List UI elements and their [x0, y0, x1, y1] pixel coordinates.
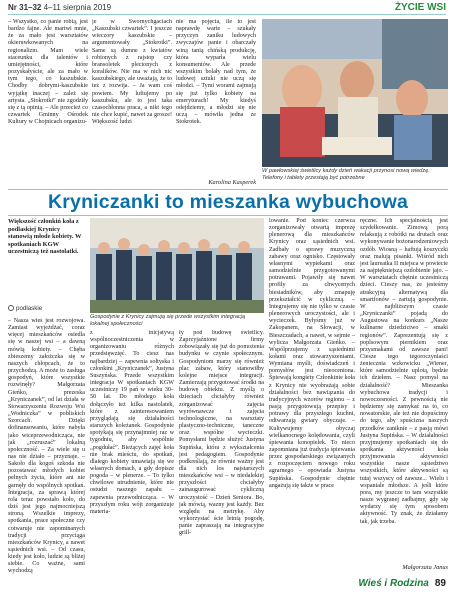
region-tag: [8, 305, 42, 312]
top-column-1: – Wszystko, co panie robią, jest bardzo fajne. Ale martwi mnie, że za mało jest warsztatów okieruwkowanych na regionalizm. Mam wiele staceunku dla talentów i umiejętności, które pozyskałyście, ale za mało w tym tego, co kaszubskie. Chodby dobrymi-kaszubskie wyjątkę inaczej – zależ się artysta. „Stokrotki” nie zgodziły się z tą opinią. – Ale przecież co czwartek Gminny Ośrodek Kultury w Chojnicach organizu-: [8, 19, 88, 126]
article-column-5: ręczne. Ich specjalnością jest szydełkowanie. Zimową porą relaksują z robótki na drutach oraz wykonywanie bożonarodzeniowych ozdób. Wiosną – haftują koszyczki oraz malują pisanki. Wiśród nich jest laureatka II miejsca w powiecie za najpiękniejszą ozdobienie jajo. – W warsztatach chętnie uczestniczą dzieci. Cieszy nas, że jesteśmy atrakcyjną alternatywą dla smartfonów – zartują gospodynie. W najbliższym czasie „Kryniczanki” pojadą do Augustowa na konkurs „Nasze kulinarne dziedzictwo – smaki regionów”. Zaprezentują się z poplsowym piernikiem oraz przysmakami od zawsze pani! Ciesze tego tegoroczyniaści żeniecznia wzkowicku „Wiener, które samodzielnie uplotą, będzie ich dziełem. – Nasz pomysł na działalność? Mieszanka wybuchowa tradycji i nowoczesności. Z pewnością nie będziemy się zamykać na to, co nowatorskie, ale też nie dopuścimy do tego, aby spuścizna naszych przodków zaniknie – z pasją mówi Justyna Supińska. – W działalności przyjmujemy spotkaniach się do spotkania aktywności koła przyjmowania aktywności wszystkie nasze sąsiedztwo wszystkich, które aktywności są tutaj wszyscy od zawsze... Wielu i wspaniale młodsze. A jeśli które pora, my jeszcze to tam wszystkie nasze wygranej zadbajmy, gdy się wydarzy się tym sposobem aktywność. Ty znak, że działamy tak, jak trzeba.: [360, 218, 448, 525]
main-photo: [90, 218, 264, 313]
article-lead: Większość członkiń koła z podlaskiej Krynicy stanowią młode kobiety. W spotkaniach KGW uczestniczą też nastolatki.: [8, 218, 82, 256]
section-title: ŻYCIE WSI: [394, 2, 446, 13]
article-column-1: – Nasza wieś jest rozwojowa. Zamiast wyjeżdżać, coraz więcej mieszkańców osiedla się w naszej wsi – a dawną mówią kobiety. – Chęba zbieszemy założczka się w naszych chłopcach, że to przychodzą. A może to zasługa gospodyń, które wszystkie rozwinęły? Małgorzata Gieńko, prezeska „Kryniczanek”, od lat działa w Stowarzyszeniu Rozwoju Wsi „Wodniczka” w pobliskich Szorcach. Dzięki dofinansowaniu, które nabyła jako wiceprzewodnicząca, nie jak „rozruszać” lokalną społeczność. – Za wiele się u nas nie działo – przyznaje. – Sakoło dla kogoś szkoda nie pozostawać młodych kobiet pełnych życia, które ani nie garnęły do wspólnych spotkań. Integracja, za sprawą której rola teraz powstało koło, do dziś jest jego najmocniejszą stroną. Wszelkie imprezy, spotkania, prace społeczne czy cotwaruje nie zapominanych tradycji przyciąga mieszkańców Krynicy, a nawet sąsiednich wsi. – Od czasu, kiedy jest koło, ludzie są bliżej siebie. Co ważne, sami wychodzą: [8, 318, 85, 574]
article-signature: Małgorzata Janus: [402, 564, 448, 571]
article-headline: Kryniczanki to mieszanka wybuchowa: [47, 191, 409, 213]
issue-info: [8, 3, 111, 12]
article-column-4: lowanie. Pod koniec czerwca zorganizowały otwartą imprezę plenerową dla mieszkańców Krynicy oraz sąsiednich wsi. Zadbały o sprawy muzyczną zabawy oraz ognisko. Częstowały własnymi wypiekami oraz samodzielnie przygotowanymi potrawami. Pojawiły się nawet profily za chwycenych biesiadników, aby zmapuję przekształcić w cykliczną. – Integrujemy się nie tylko w czasie plenerowych uroczystości, ale i wycieczek. Byłyśmy już w Zakopanem, na Słowacji, w Bieszczadach, a nawet, w sejmie – wylicza Małgorzata Gieńko. – Wspólprzujemy z sąsiednimi kołami oraz stowarzyszeniami. Wymiana myśli, doświadczeń i pomysłów jest nieoceniona. Śpiewają kongiety Członkinie koła z Krynicy nie wyobrażają sobie działalności bez nawiązania do tradycyjnych wzorów regionu – z pasją przygotowują przepisy i potrawy dla przyszłego kuchni, odtwarzają gwiary obyczaje. – Kultywujemy obyczaj wielkanocnego kolędowania, czyli śpiewania konopielek. To nieco zapomniana już tradycja śpiewania przez gospodarskiego związanych z rozpoczęciem nowego roku agrarnego – opowiada Justyna Supińska. Gospodynie chętnie angażują się także w prace: [269, 218, 355, 489]
header-rule: [8, 14, 446, 15]
location-icon: [8, 305, 14, 311]
top-column-2: je w Swornychgaciach „Kaszubski czwartek”. I jeszcze wieczory kaszubskie – argumentowały „Stokrotki”. Same są dumne z kwiatów robionych z rajstop czy bransoletek plecionych z koralików. Nie ma w nich nic kaszubskiego, ale uważają, że to też z rozwija. – Ja wam coś powiem. My luftujemy po kaszubsku, ale to jest taka czasochłonna praca, a nikt tego nie chce kupić, nawet za grosze! Większość ludzi: [92, 19, 172, 126]
article-column-2-text: z inicjatywą wspólnoczestniczenia w organizowaniu różnych przedsięwzięć. To ciesz nas najbardziej – zapewnia sołtyska i członkini „Kryniczanek”, Justyna Suszyńska. Przede wszystkim integracja W spotkaniach KGW uczestniczy 19 pań w wieku 30–50 lat. Do młodego koła dołączyło też kilka nastolatek, które z zainteresowaniem przyglądają się działalności starszych koleżanek. Gospodynie spotykają się przynajmniej raz w tygodniu, aby wspólnie „pogdułać”. Bieżących zajęć koła nie brak mieściu, do spotkań, dlatego kobiety umawiają się we własnych domach, a gdy dopisze pogoda – w plenerze. – To tylko chwilowe utrudnienie, które nie ostudzi naszego zapału – zapewnia przewodnicząca. – W przyszłym roku wójt zorganizuje materia-: [90, 330, 174, 515]
top-column-3: nie ma pojęcia, ile to jest naprawdę warte – szukały przyczyn zaniku ludowych zwyczajów panie i obarczały winą tanią chińską produkcję, która wyparła wielu konsumentów. Ale przede wszystkim bolały nad tym, że ludowej sztuki nie uczą się młodzi. – Tymi worami zajmują się już tylko kobiety na emeryturach! My kiedyś odejdziemy, a młodzi się nie uczą – mówiła jedna ze Stokrotek.: [176, 19, 256, 126]
page-number: 89: [434, 578, 446, 589]
headline-rule-top: [8, 189, 448, 190]
page-header: [0, 0, 454, 16]
article-column-2: [90, 330, 174, 574]
article-column-3: ły pod budowę świetlicy. Zaprzyjaźnione firmy zobowiązały się już do pomożenia budynku w czynie społecznym. Gospodyniom marzy się również plac zabaw, który stanowiłby kolejne miejsce integracji. Zamierzają przygotować środki na budowę obiektu. Z myślą o dzieciach chciałyby również zorganizować zajęcia wyrównawcze i zajęcia technologiczne, na warsztaty plastyczno-techniczne, taneczne oraz wspólne wycieczki. Pomysłami będzie służyć Justyna Supińska, która z wykształcenia jest pedagogiem. Gospodynie podkreślają, że równie ważny jest dla nich los najstarszych mieszkańców wsi – w niedalekiej przyszłości chciałyby zainaugurować cykliczną uroczystość – Dzień Seniora. Bo, jak mówią, wazny jest każdy. Bez względu na metrykę. Aby wykorzystać ście letnią pogodę, panie zapraszają na integracyjne grill-: [179, 330, 264, 537]
page-footer: [358, 578, 446, 589]
issue-number: Nr 31–32: [8, 3, 42, 12]
issue-date: 4–11 sierpnia 2019: [43, 3, 112, 12]
main-photo-caption: Gospodynie z Krynicy zajmują się przede wszystkim integracją lokalnej społeczności: [90, 314, 246, 327]
headline-rule-bottom: [8, 215, 448, 216]
magazine-brand: Wieś i Rodzina: [358, 578, 429, 589]
top-signature: Karolina Kasperek: [208, 179, 256, 186]
top-photo-caption: W pawłowskiej świetlicy każdy dzień wakacji przynosi nową wiedzę. Telefony i tablety przestają być potrzebne: [262, 168, 430, 181]
region-label: podlaskie: [16, 305, 43, 312]
top-photo: [262, 19, 448, 167]
